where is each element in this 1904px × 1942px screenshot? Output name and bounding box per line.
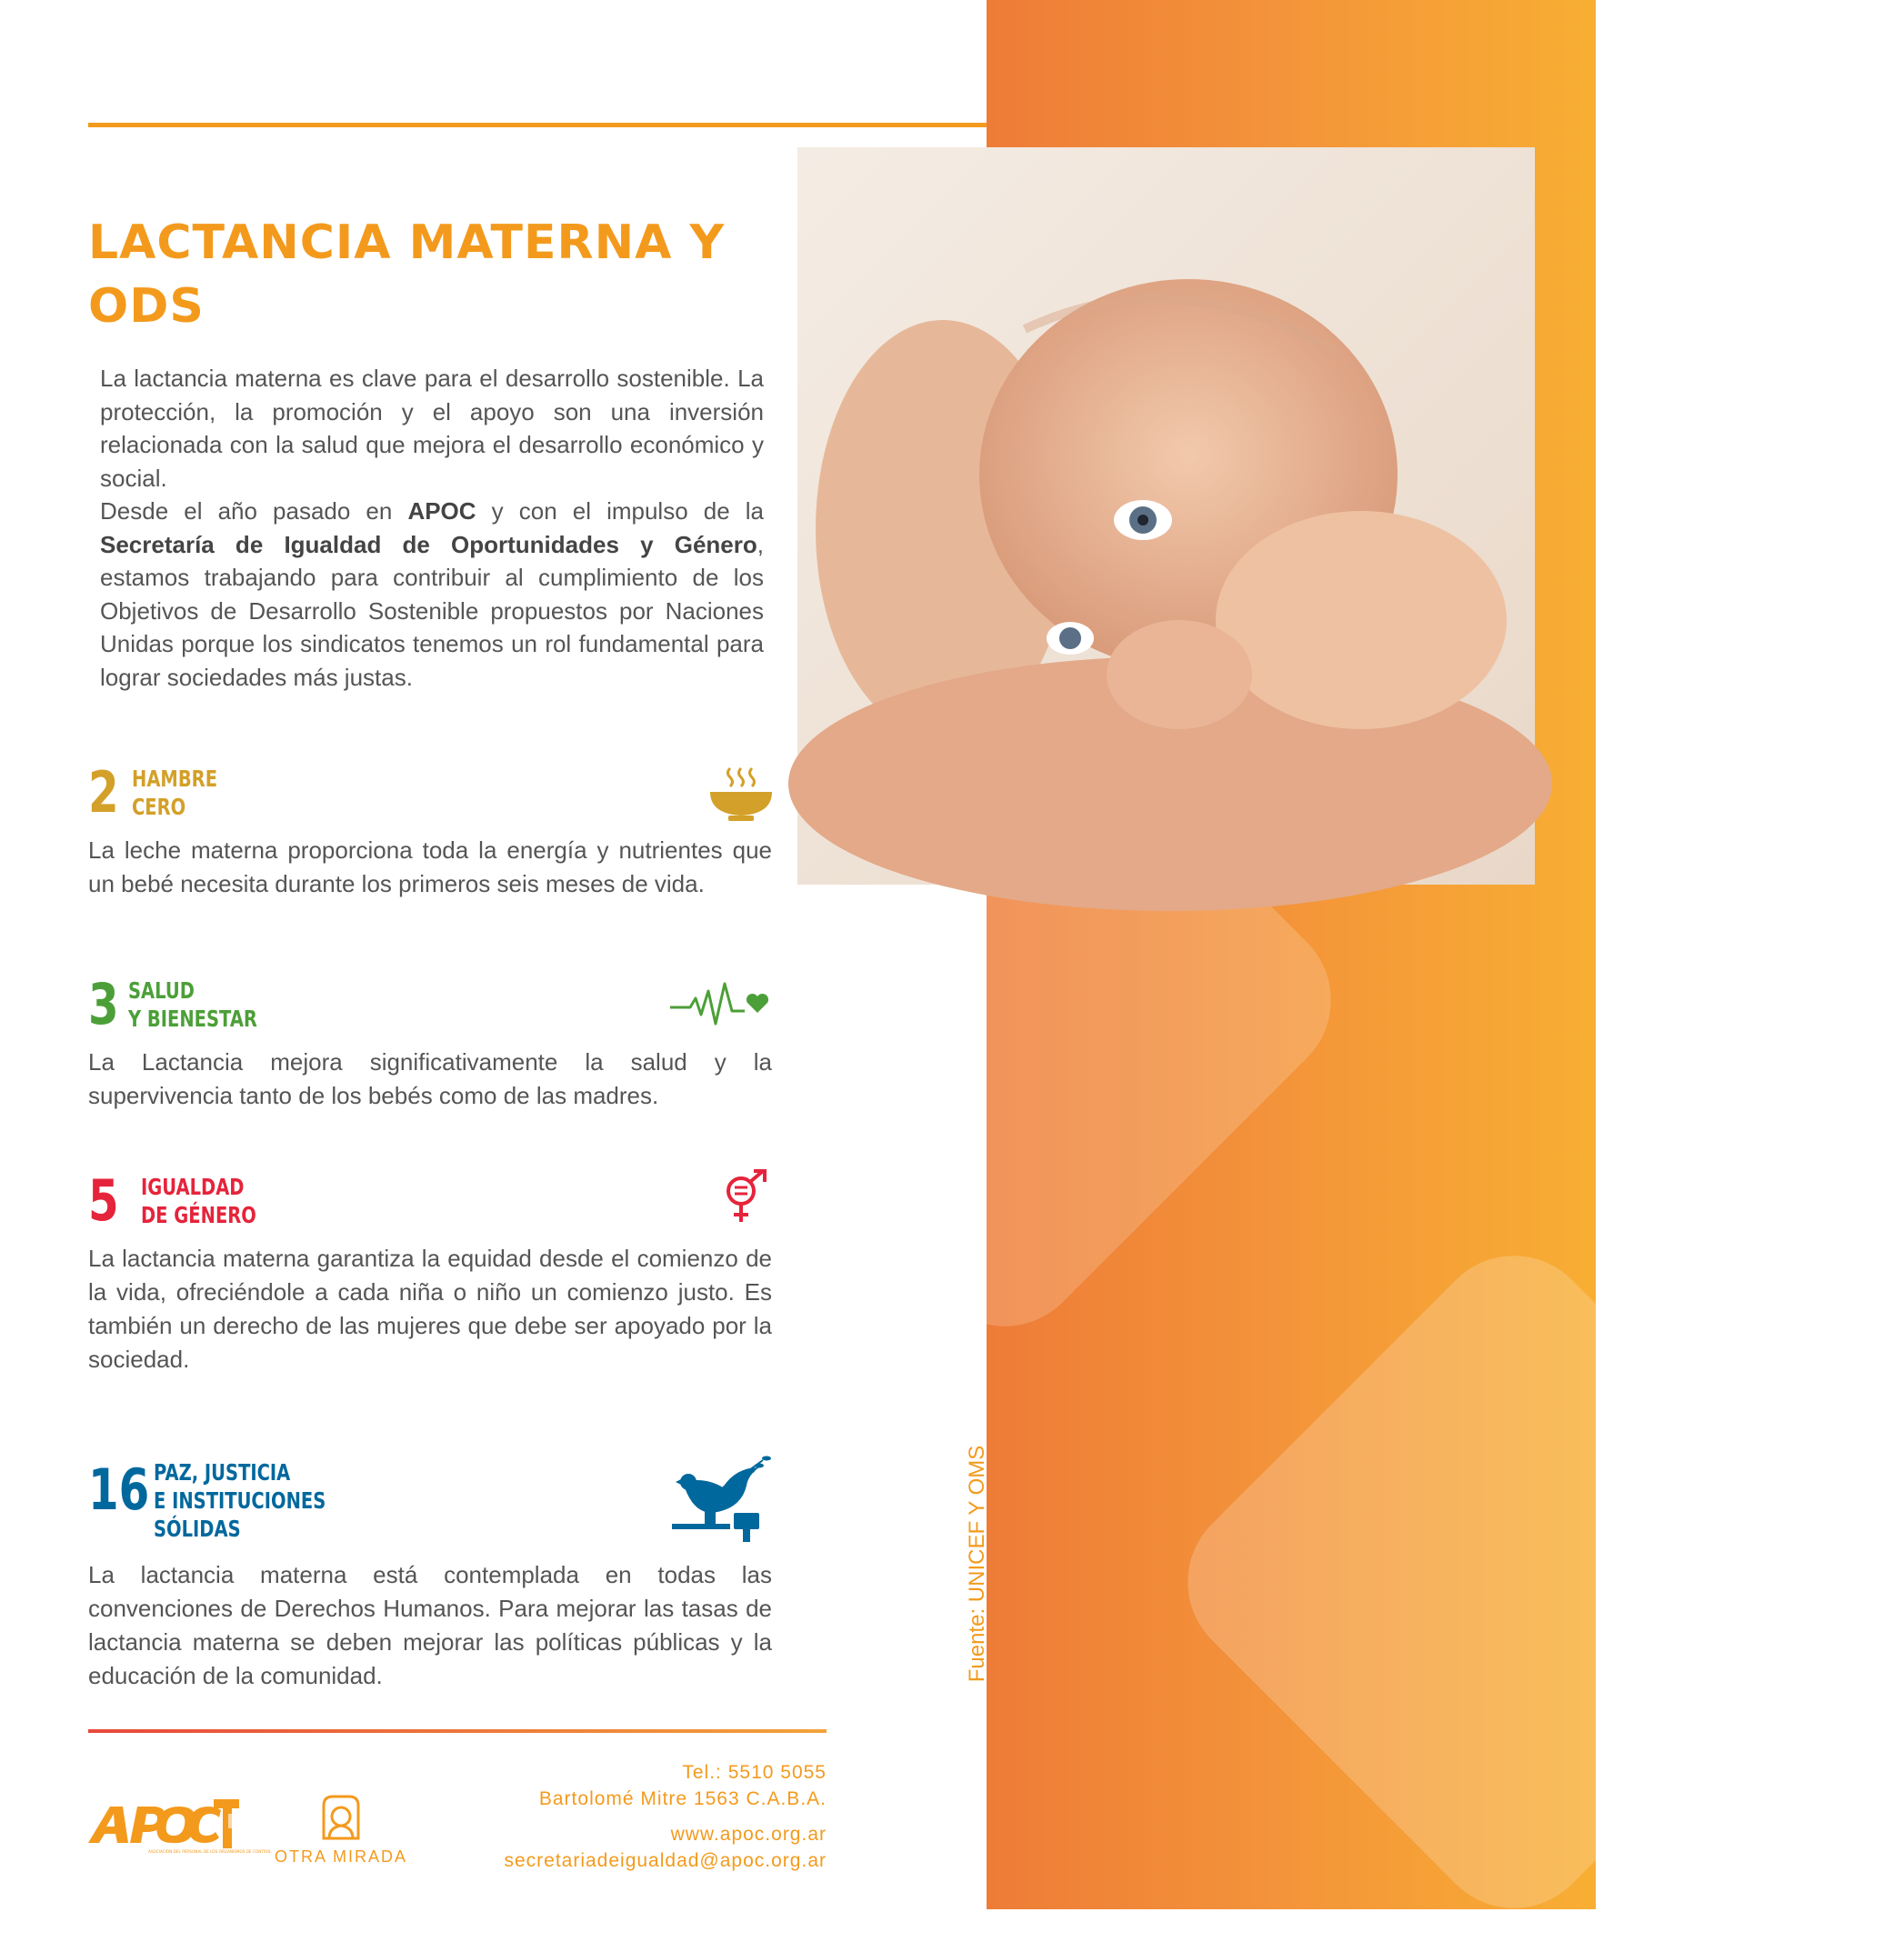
otra-mirada-symbol [318,1793,364,1844]
intro-paragraph-1: La lactancia materna es clave para el desarrollo sostenible. La protección, la promoción y el apoyo son una inversión relacionada con la salud que mejora el desarrollo económico y social. [100,365,764,492]
baby-photo [834,184,1498,848]
apoc-highlight: APOC [407,497,476,525]
page-title: LACTANCIA MATERNA Y ODS [88,215,726,334]
contact-email-link[interactable]: secretariadeigualdad@apoc.org.ar [504,1850,827,1871]
bottom-divider [88,1729,827,1733]
contact-address: Bartolomé Mitre 1563 C.A.B.A. [538,1788,827,1809]
sdg-number: 16 [88,1456,150,1523]
intro-text [100,362,764,694]
otra-mirada-text: OTRA MIRADA [274,1847,407,1866]
source-note: Fuente: UNICEF Y OMS [965,1445,989,1683]
sdg-name: IGUALDAD DE GÉNERO [141,1174,256,1228]
sdg-5-section [88,1169,772,1376]
contact-phone: Tel.: 5510 5055 [682,1762,827,1783]
sdg-name: PAZ, JUSTICIA E INSTITUCIONES SÓLIDAS [154,1459,326,1542]
heartbeat-icon [670,973,776,1038]
sdg-name: SALUD Y BIENESTAR [128,977,257,1032]
sdg-name: HAMBRE CERO [132,766,218,820]
sdg-description: La lactancia materna está contemplada en todas las convenciones de Derechos Humanos. Para mejorar las tasas de lactancia materna se deben mejorar las políticas públicas y la educación de la comunidad. [88,1561,772,1689]
sdg-number: 2 [88,759,119,826]
contact-website-link[interactable]: www.apoc.org.ar [670,1824,827,1845]
sdg-number: 5 [88,1167,119,1234]
top-divider [88,123,987,127]
decorative-diamond [1154,1222,1874,1942]
baby-photo-illustration [797,147,1535,885]
secretaria-highlight: Secretaría de Igualdad de Oportunidades y Género [100,530,757,558]
sdg-description: La lactancia materna garantiza la equidad desde el comienzo de la vida, ofreciéndole a cada niña o niño un comienzo justo. Es también un derecho de las mujeres que debe ser apoyado por la sociedad. [88,1245,772,1373]
sdg-description: La leche materna proporciona toda la energía y nutrientes que un bebé necesita durante los primeros seis meses de vida. [88,836,772,897]
otra-mirada-logo [264,1793,418,1875]
sdg-number: 3 [88,971,119,1037]
soup-bowl-icon [708,761,774,826]
sdg-16-section [88,1455,772,1693]
intro-paragraph-2: Desde el año pasado en APOC y con el impulso de la Secretaría de Igualdad de Oportunidades y Género, estamos trabajando para contribuir al cumplimiento de los Objetivos de Desarrollo Sostenible propuestos por Naciones Unidas porque los sindicatos tenemos un rol fundamental para lograr sociedades más justas. [100,497,764,691]
sdg-description: La Lactancia mejora significativamente la salud y la supervivencia tanto de los bebés como de las madres. [88,1048,772,1109]
svg-text:ASOCIACIÓN DEL PERSONAL DE LOS: ASOCIACIÓN DEL PERSONAL DE LOS ORGANISMOS DE CONTROL [148,1849,272,1854]
apoc-logo [86,1796,272,1868]
gender-equality-icon [717,1169,772,1226]
contact-info [504,1759,827,1874]
dove-gavel-icon [670,1455,776,1542]
sdg-3-section [88,973,772,1113]
sdg-2-section [88,761,772,901]
